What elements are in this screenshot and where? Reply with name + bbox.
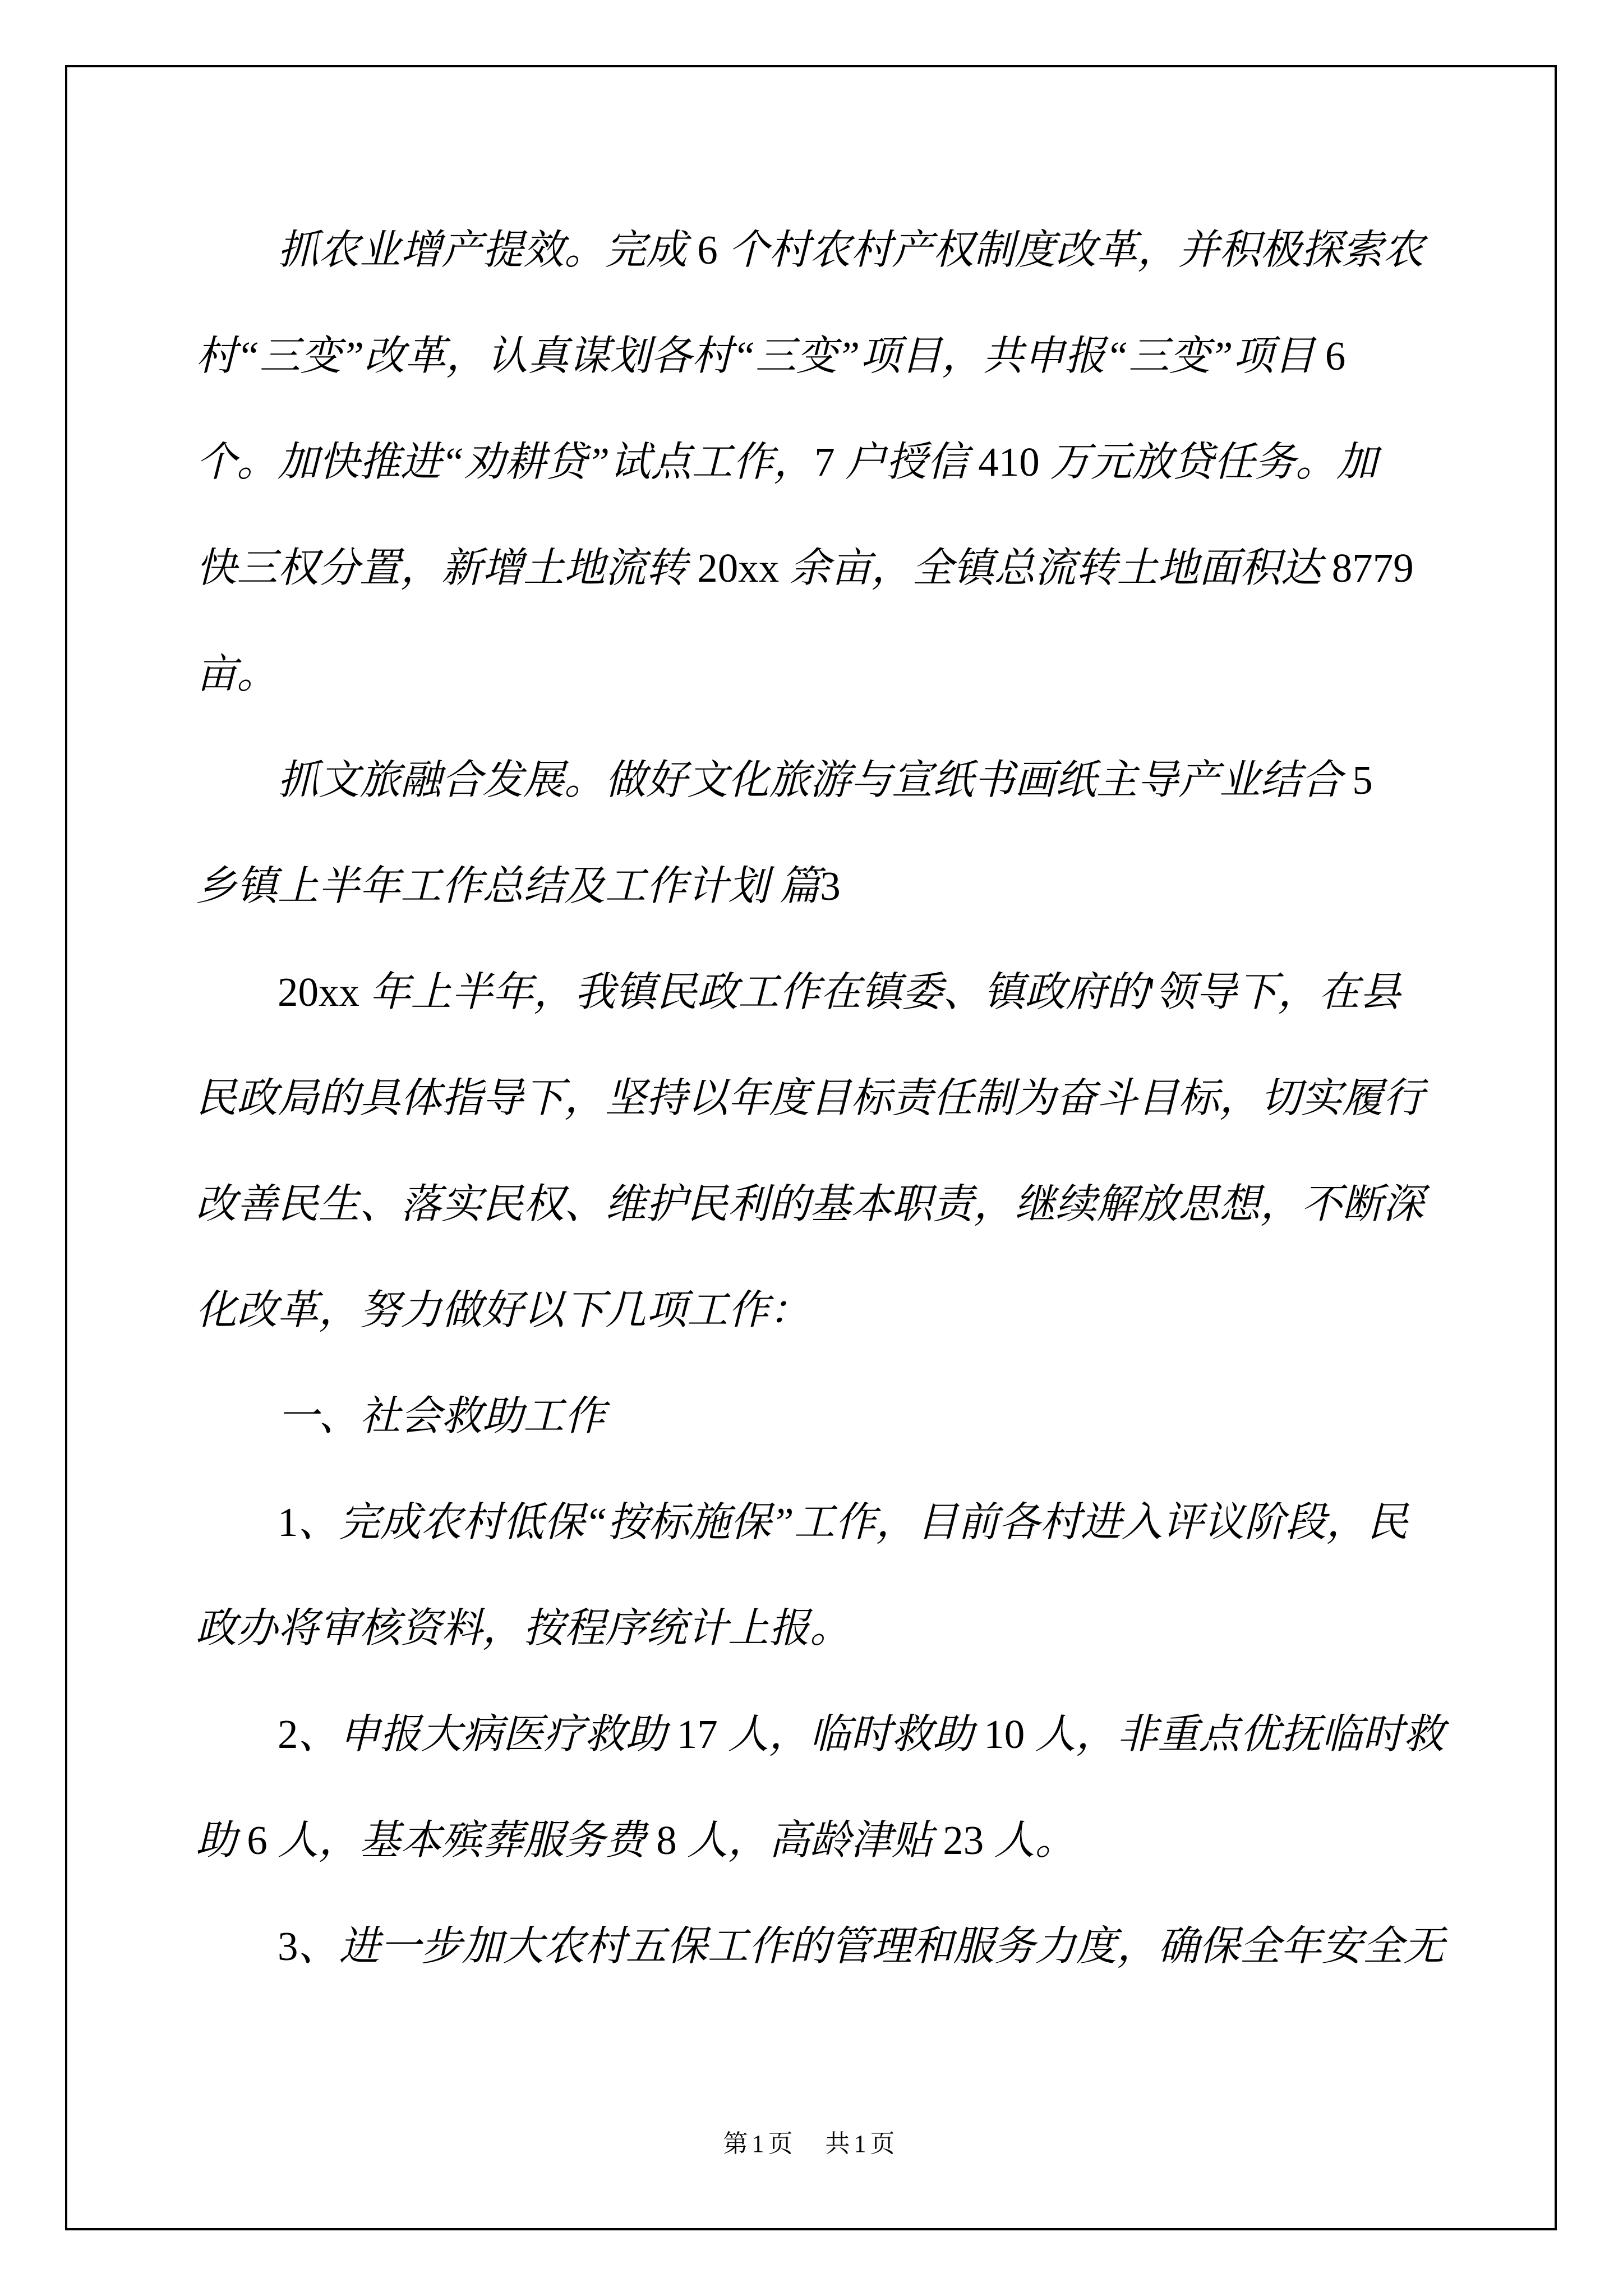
text-line: 乡镇上半年工作总结及工作计划 篇3 [196, 863, 841, 909]
text-line: 20xx 年上半年，我镇民政工作在镇委、镇政府的'领导下，在县 [278, 969, 1401, 1015]
text-line: 一、社会救助工作 [196, 1393, 605, 1439]
text-line: 村“三变”改革，认真谋划各村“三变”项目，共申报“三变”项目 6 [196, 333, 1346, 379]
text-line: 1、完成农村低保“按标施保”工作，目前各村进入评议阶段，民 [278, 1499, 1408, 1545]
text-line: 助 6 人，基本殡葬服务费 8 人，高龄津贴 23 人。 [196, 1818, 1076, 1863]
text-line: 亩。 [196, 651, 278, 697]
text-line: 个。加快推进“劝耕贷”试点工作，7 户授信 410 万元放贷任务。加 [196, 439, 1377, 485]
text-line: 2、申报大病医疗救助 17 人，临时救助 10 人，非重点优抚临时救 [278, 1711, 1445, 1757]
text-line: 民政局的具体指导下，坚持以年度目标责任制为奋斗目标，切实履行 [196, 1075, 1424, 1121]
page-footer: 第1页 共1页 [723, 2130, 899, 2157]
text-line: 快三权分置，新增土地流转 20xx 余亩，全镇总流转土地面积达 8779 [196, 545, 1414, 591]
text-line: 改善民生、落实民权、维护民利的基本职责，继续解放思想，不断深 [196, 1181, 1424, 1227]
text-line: 政办将审核资料，按程序统计上报。 [196, 1605, 851, 1651]
text-line: 化改革，努力做好以下几项工作： [196, 1287, 810, 1333]
text-line: 抓农业增产提效。完成 6 个村农村产权制度改革，并积极探索农 [196, 227, 1424, 273]
text-line: 抓文旅融合发展。做好文化旅游与宣纸书画纸主导产业结合 5 [196, 757, 1373, 803]
document-body [196, 197, 1497, 1999]
text-line: 3、进一步加大农村五保工作的管理和服务力度，确保全年安全无 [278, 1924, 1445, 1969]
